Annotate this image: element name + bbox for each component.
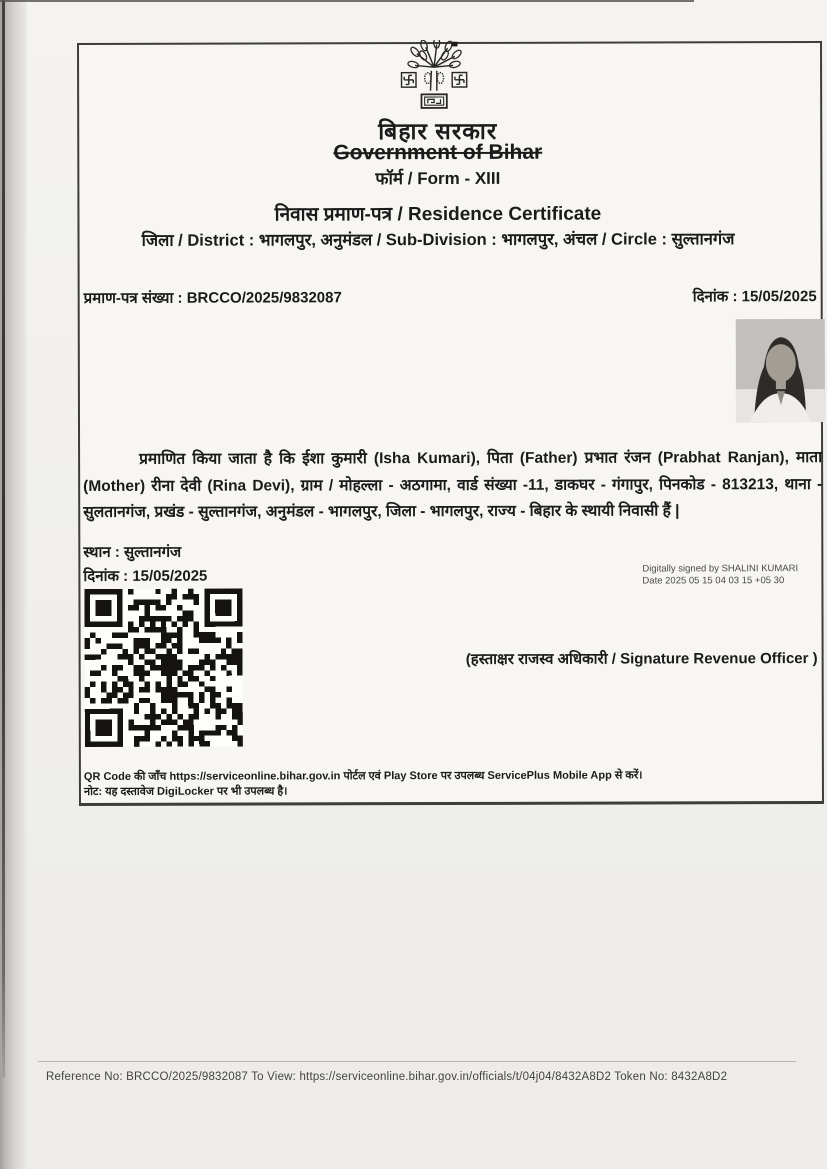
footer-divider [38,1061,796,1062]
certificate-body-paragraph: प्रमाणित किया जाता है कि ईशा कुमारी (Isha Kumari), पिता (Father) प्रभात रंजन (Prabhat Ranjan), माता (Mother) रीना देवी (Rina Devi), ग्राम / मोहल्ला - अठगामा, वार्ड संख्या -11, डाकघर - गंगापुर, पिनकोड - 813213, थाना - सुलतानगंज, प्रखंड - सुल्तानगंज, अनुमंडल - भागलपुर, जिला - भागलपुर, राज्य - बिहार के स्थायी निवासी हैं | [83,449,823,521]
certificate-number: प्रमाण-पत्र संख्या : BRCCO/2025/9832087 [83,289,342,307]
certificate-meta-row [84,286,817,308]
qr-note-line2: नोट: यह दस्तावेज DigiLocker पर भी उपलब्ध है। [83,785,288,798]
digital-signature-line2: Date 2025 05 15 04 03 15 +05 30 [642,575,785,587]
issue-date: दिनांक : 15/05/2025 [83,567,208,585]
scanner-edge-line [2,0,5,1078]
form-number-line: फॉर्म / Form - XIII [375,168,501,189]
issue-place: स्थान : सुल्तानगंज [83,543,182,561]
certificate-border-box [77,41,824,806]
certificate-title: निवास प्रमाण-पत्र / Residence Certificate [274,203,602,226]
certificate-date: दिनांक : 15/05/2025 [692,288,817,306]
qr-note-line1: QR Code की जाँच https://serviceonline.bihar.gov.in पोर्टल एवं Play Store पर उपलब्ध ServicePlus Mobile App से करें। [83,769,643,783]
digital-signature-line1: Digitally signed by SHALINI KUMARI [642,563,799,575]
signature-officer-caption: (हस्ताक्षर राजस्व अधिकारी / Signature Revenue Officer ) [465,650,818,668]
applicant-photo [736,319,825,422]
org-name-english: Government of Bihar [333,140,543,165]
district-subdivision-circle-line: जिला / District : भागलपुर, अनुमंडल / Sub-Division : भागलपुर, अंचल / Circle : सुल्तानगंज [141,230,735,250]
qr-verification-notes [84,768,744,800]
qr-code [84,589,242,747]
digital-signature-block [642,563,822,587]
footer-reference-line: Reference No: BRCCO/2025/9832087 To View: https://serviceonline.bihar.gov.in/officials/t/04j04/8432A8D2 Token No: 8432A8D2 [46,1071,728,1083]
org-name-hindi: बिहार सरकार [378,117,498,145]
scanner-top-line [0,0,694,2]
bihar-emblem-logo [393,40,475,116]
